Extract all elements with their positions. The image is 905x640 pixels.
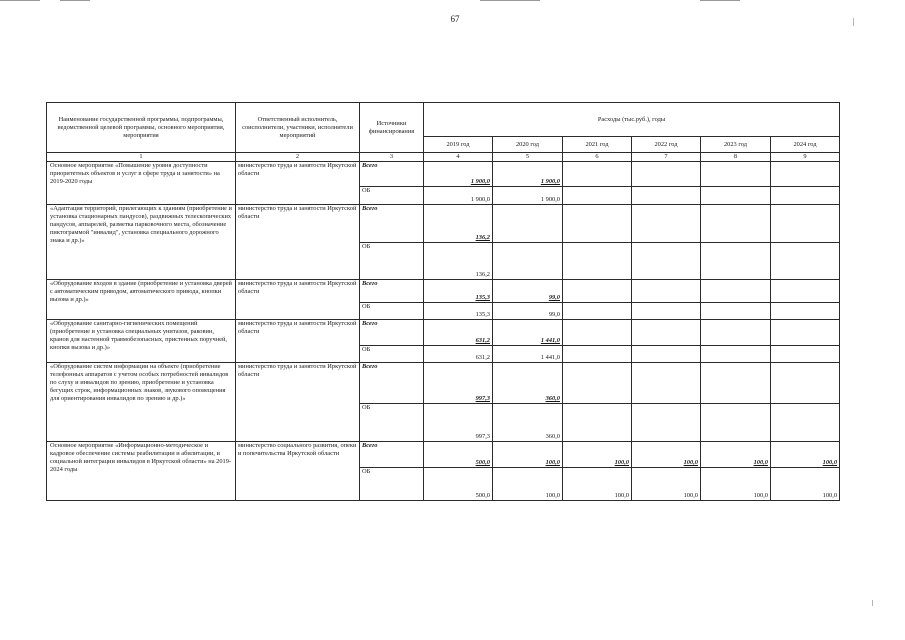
expense-cell xyxy=(701,442,771,468)
responsible-executor: министерство социального развития, опеки и попечительства Иркутской области xyxy=(236,442,360,501)
table-row xyxy=(47,280,840,303)
funding-source: ОБ xyxy=(360,243,424,280)
expense-cell xyxy=(701,404,771,442)
expense-cell xyxy=(632,243,701,280)
expense-cell xyxy=(563,363,632,404)
expense-total-value: 360,0 xyxy=(545,395,560,402)
funding-source: ОБ xyxy=(360,346,424,363)
funding-source: Всего xyxy=(360,442,424,468)
expense-cell xyxy=(771,162,840,187)
expense-total-value: 1 900,0 xyxy=(540,178,560,185)
scan-mark xyxy=(853,18,854,26)
expense-total-value: 100,0 xyxy=(545,459,560,466)
header-responsible: Ответственный исполнитель, соисполнители, участники, исполнители мероприятий xyxy=(236,103,360,153)
expense-total-value: 1 441,0 xyxy=(540,337,560,344)
header-expenses: Расходы (тыс.руб.), годы xyxy=(424,103,840,137)
expense-cell xyxy=(632,162,701,187)
expense-cell xyxy=(424,363,493,404)
header-year: 2019 год xyxy=(424,137,493,153)
expense-total-value: 997,3 xyxy=(475,395,490,402)
expense-cell xyxy=(563,346,632,363)
column-number: 4 xyxy=(424,153,493,162)
expense-total-value: 100,0 xyxy=(753,459,768,466)
expense-cell xyxy=(563,320,632,346)
expense-cell xyxy=(632,303,701,320)
activity-name: Основное мероприятие «Информационно-методическое и кадровое обеспечение системы реабилитации и абилитации, и социальной интеграции инвалидов в Иркутской области» на 2019-2024 годы xyxy=(47,442,236,501)
expense-cell xyxy=(771,363,840,404)
expense-cell xyxy=(701,303,771,320)
funding-source: ОБ xyxy=(360,187,424,205)
expense-total-value: 100,0 xyxy=(614,459,629,466)
responsible-executor: министерство труда и занятости Иркутской области xyxy=(236,320,360,363)
funding-source: ОБ xyxy=(360,303,424,320)
activity-name: «Оборудование систем информации на объекте (приобретение телефонных аппаратов с учетом особых потребностей инвалидов по слуху и инвалидов по зрению, приобретение и установка бегущих строк, информационных знаков, звукового оповещения для ориентирования инвалидов по зрению и др.)» xyxy=(47,363,236,442)
budget-table xyxy=(46,102,840,501)
expense-cell: 100,0 xyxy=(701,468,771,501)
expense-cell: 500,0 xyxy=(424,468,493,501)
expense-total-value: 1 900,0 xyxy=(470,178,490,185)
table-body xyxy=(47,162,840,501)
budget-table-wrapper xyxy=(46,102,839,501)
expense-cell: 997,3 xyxy=(424,404,493,442)
expense-cell xyxy=(424,442,493,468)
expense-cell: 360,0 xyxy=(493,404,563,442)
expense-cell xyxy=(701,187,771,205)
funding-source: Всего xyxy=(360,205,424,243)
header-name: Наименование государственной программы, подпрограммы, ведомственной целевой программы, основного мероприятия, мероприятия xyxy=(47,103,236,153)
table-row xyxy=(47,205,840,243)
expense-cell: 1 441,0 xyxy=(493,346,563,363)
expense-cell xyxy=(632,346,701,363)
expense-cell xyxy=(632,205,701,243)
expense-cell xyxy=(563,303,632,320)
expense-cell xyxy=(493,280,563,303)
expense-total-value: 631,2 xyxy=(475,337,490,344)
expense-cell xyxy=(563,404,632,442)
expense-cell xyxy=(771,404,840,442)
header-year: 2020 год xyxy=(493,137,563,153)
expense-total-value: 100,0 xyxy=(822,459,838,466)
activity-name: «Оборудование санитарно-гигиенических помещений (приобретение и установка специальных унитазов, раковин, кранов для настенной травмобезопасных, пристенных поручней, кнопки вызова и др.)» xyxy=(47,320,236,363)
expense-cell xyxy=(771,205,840,243)
responsible-executor: министерство труда и занятости Иркутской области xyxy=(236,162,360,205)
table-row xyxy=(47,162,840,187)
expense-cell xyxy=(701,205,771,243)
funding-source: Всего xyxy=(360,162,424,187)
expense-cell xyxy=(771,320,840,346)
funding-source: ОБ xyxy=(360,468,424,501)
header-year: 2023 год xyxy=(701,137,771,153)
expense-cell: 100,0 xyxy=(563,468,632,501)
expense-total-value: 500,0 xyxy=(475,459,490,466)
expense-cell: 136,2 xyxy=(424,243,493,280)
table-row xyxy=(47,363,840,404)
expense-cell xyxy=(632,363,701,404)
activity-name: «Оборудование входов в здание (приобретение и установка дверей с автоматическим приводом, автоматического привода, кнопки вызова и др.)» xyxy=(47,280,236,320)
expense-cell xyxy=(493,205,563,243)
funding-source: ОБ xyxy=(360,404,424,442)
column-number: 8 xyxy=(701,153,771,162)
expense-cell: 135,3 xyxy=(424,303,493,320)
expense-cell xyxy=(563,205,632,243)
expense-cell: 100,0 xyxy=(493,468,563,501)
expense-cell: 1 900,0 xyxy=(493,187,563,205)
expense-cell xyxy=(563,442,632,468)
activity-name: «Адаптация территорий, прилегающих к зданиям (приобретение и установка стационарных пандусов), раздвижных телескопических пандусов, аппарелей, разметка парковочного места, обозначение пиктограммой "инвалид", установка специального дорожного знака и др.)» xyxy=(47,205,236,280)
column-number: 3 xyxy=(360,153,424,162)
expense-cell xyxy=(701,280,771,303)
expense-cell xyxy=(701,346,771,363)
expense-total-value: 135,3 xyxy=(475,294,490,301)
header-year: 2022 год xyxy=(632,137,701,153)
expense-cell: 99,0 xyxy=(493,303,563,320)
activity-name: Основное мероприятие «Повышение уровня доступности приоритетных объектов и услуг в сфере труда и занятости» на 2019-2020 годы xyxy=(47,162,236,205)
expense-cell xyxy=(424,205,493,243)
column-number: 6 xyxy=(563,153,632,162)
funding-source: Всего xyxy=(360,320,424,346)
expense-cell xyxy=(493,320,563,346)
funding-source: Всего xyxy=(360,363,424,404)
expense-cell xyxy=(771,346,840,363)
expense-cell xyxy=(771,442,840,468)
expense-cell xyxy=(632,187,701,205)
expense-cell xyxy=(424,320,493,346)
expense-cell xyxy=(632,320,701,346)
expense-cell xyxy=(493,363,563,404)
expense-cell xyxy=(701,243,771,280)
expense-total-value: 136,2 xyxy=(475,234,490,241)
table-row xyxy=(47,442,840,468)
expense-cell xyxy=(771,243,840,280)
scan-top-edge xyxy=(0,0,905,1)
expense-cell xyxy=(493,162,563,187)
column-number: 1 xyxy=(47,153,236,162)
expense-cell: 100,0 xyxy=(632,468,701,501)
expense-cell xyxy=(701,363,771,404)
column-number: 5 xyxy=(493,153,563,162)
responsible-executor: министерство труда и занятости Иркутской области xyxy=(236,205,360,280)
expense-total-value: 99,0 xyxy=(548,294,560,301)
expense-cell xyxy=(771,303,840,320)
expense-cell xyxy=(563,162,632,187)
expense-cell xyxy=(493,442,563,468)
header-year: 2021 год xyxy=(563,137,632,153)
expense-cell xyxy=(632,404,701,442)
expense-cell xyxy=(563,187,632,205)
page-number: 67 xyxy=(450,14,460,24)
expense-cell xyxy=(493,243,563,280)
expense-cell xyxy=(701,162,771,187)
expense-total-value: 100,0 xyxy=(683,459,698,466)
expense-cell xyxy=(563,243,632,280)
scan-mark xyxy=(872,600,873,606)
header-sources: Источники финансирования xyxy=(360,103,424,153)
table-row xyxy=(47,320,840,346)
expense-cell xyxy=(771,187,840,205)
expense-cell xyxy=(424,162,493,187)
expense-cell xyxy=(632,442,701,468)
column-number: 2 xyxy=(236,153,360,162)
header-year: 2024 год xyxy=(771,137,840,153)
expense-cell: 1 900,0 xyxy=(424,187,493,205)
expense-cell: 100,0 xyxy=(771,468,840,501)
funding-source: Всего xyxy=(360,280,424,303)
expense-cell xyxy=(424,280,493,303)
column-number: 7 xyxy=(632,153,701,162)
responsible-executor: министерство труда и занятости Иркутской области xyxy=(236,363,360,442)
expense-cell xyxy=(701,320,771,346)
expense-cell xyxy=(632,280,701,303)
column-number: 9 xyxy=(771,153,840,162)
expense-cell xyxy=(771,280,840,303)
expense-cell xyxy=(563,280,632,303)
responsible-executor: министерство труда и занятости Иркутской области xyxy=(236,280,360,320)
expense-cell: 631,2 xyxy=(424,346,493,363)
